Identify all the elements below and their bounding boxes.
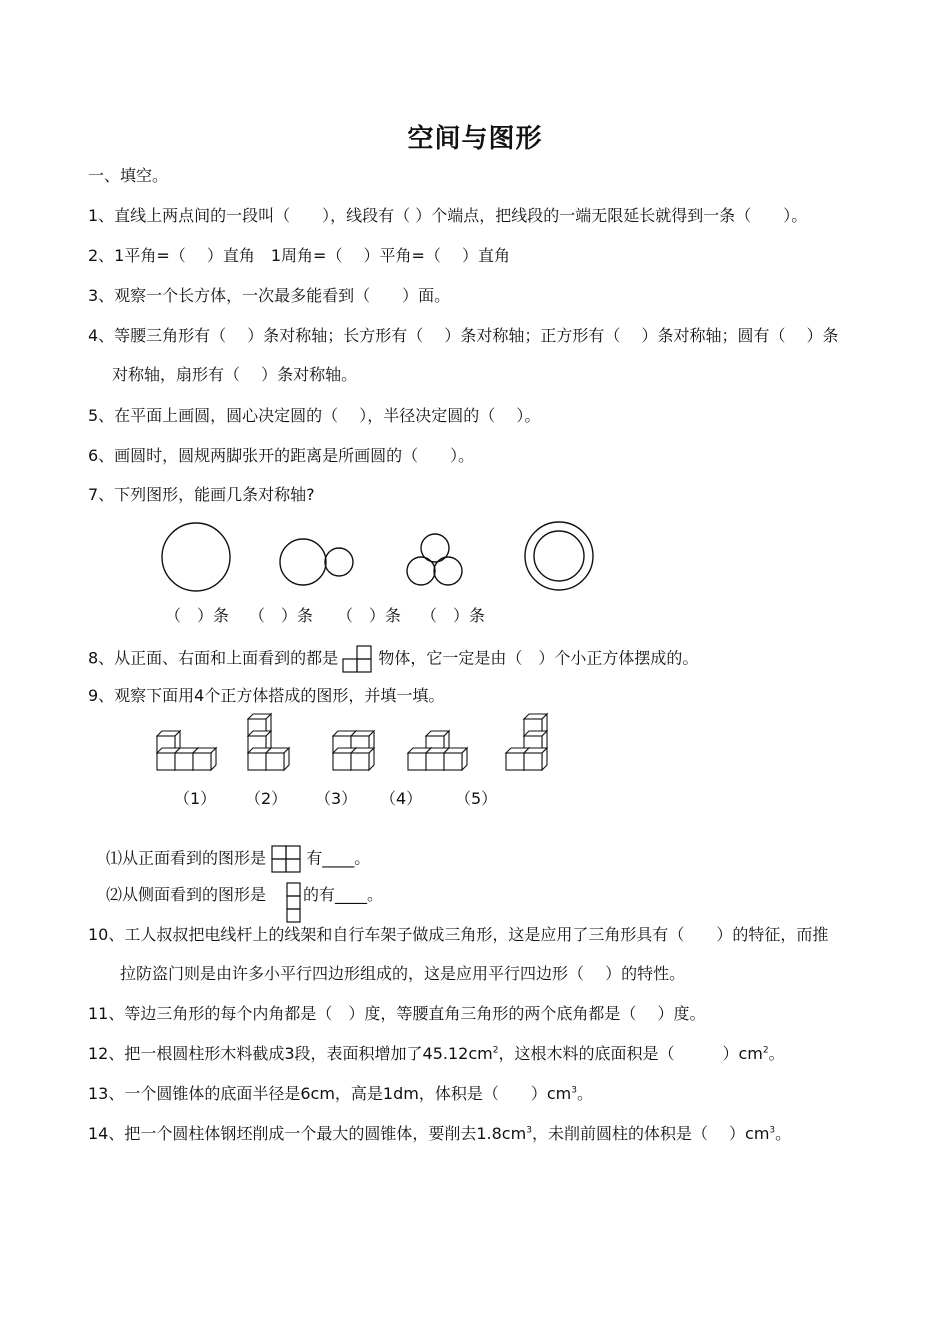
q8-text-after: 物体，它一定是由（ ）个小正方体摆成的。 — [378, 648, 699, 668]
q14-text-2: ，未削前圆柱的体积是（ ）cm — [531, 1124, 770, 1143]
q12-end: 。 — [768, 1044, 785, 1063]
q14-sup: 3 — [526, 1125, 532, 1136]
q13-sup: 3 — [571, 1085, 577, 1096]
q12-text: 12、把一根圆柱形木料截成3段，表面积增加了45.12cm — [88, 1044, 493, 1063]
cube-figure-5 — [506, 714, 547, 770]
q12-sup: 2 — [492, 1045, 499, 1056]
q9-sub-2-after: 的有____。 — [303, 885, 384, 904]
cube-figure-1 — [157, 731, 216, 770]
side-view-icon — [286, 882, 302, 926]
q7-answer-2: （ ）条 — [249, 606, 314, 625]
q12-sup-2: 2 — [762, 1045, 769, 1056]
q7-answer-3: （ ）条 — [337, 606, 402, 625]
q8-text-before: 8、从正面、右面和上面看到的都是 — [88, 648, 339, 668]
question-13 — [88, 1083, 593, 1105]
q14-text: 14、把一个圆柱体钢坯削成一个最大的圆锥体，要削去1.8cm — [88, 1124, 527, 1143]
q9-sub-2 — [106, 884, 266, 906]
question-10-line-1: 10、工人叔叔把电线杆上的线架和自行车架子做成三角形，这是应用了三角形具有（ ）的特征，而推 — [88, 925, 829, 944]
cube-figure-3 — [333, 731, 374, 770]
q13-text: 13、一个圆锥体的底面半径是6cm，高是1dm，体积是（ ）cm — [88, 1084, 572, 1103]
question-2: 2、1平角=（ ）直角 1周角=（ ）平角=（ ）直角 — [88, 246, 511, 265]
question-7: 7、下列图形，能画几条对称轴? — [88, 485, 315, 504]
page-title: 空间与图形 — [407, 124, 543, 154]
q7-answer-1: （ ）条 — [165, 606, 230, 625]
q9-label-2: （2） — [245, 789, 288, 808]
question-5: 5、在平面上画圆，圆心决定圆的（ ），半径决定圆的（ ）。 — [88, 406, 541, 425]
q9-label-4: （4） — [380, 789, 423, 808]
q14-sup-2: 3 — [769, 1125, 776, 1136]
question-4-line-1: 4、等腰三角形有（ ）条对称轴；长方形有（ ）条对称轴；正方形有（ ）条对称轴；圆有（ ）条 — [88, 326, 839, 345]
front-view-icon — [271, 845, 301, 873]
q14-end: 。 — [775, 1124, 792, 1143]
cube-figure-4 — [408, 731, 467, 770]
q9-sub-1-after: 有____。 — [306, 848, 371, 868]
section-heading: 一、填空。 — [88, 166, 169, 185]
q9-label-5: （5） — [455, 789, 498, 808]
q12-text-2: ，这根木料的底面积是（ ）cm — [498, 1044, 763, 1063]
question-3: 3、观察一个长方体，一次最多能看到（ ）面。 — [88, 286, 451, 305]
q9-sub-2-before: ⑵从侧面看到的图形是 — [106, 885, 267, 904]
q9-sub-1 — [106, 845, 370, 873]
question-9: 9、观察下面用4个正方体搭成的图形，并填一填。 — [88, 686, 445, 705]
cube-figure-2 — [248, 714, 289, 770]
question-12 — [88, 1043, 785, 1065]
question-1: 1、直线上两点间的一段叫（ ），线段有（ ）个端点，把线段的一端无限延长就得到一条（ ）。 — [88, 206, 808, 225]
question-14 — [88, 1123, 791, 1145]
q9-label-1: （1） — [174, 789, 217, 808]
question-4-line-2: 对称轴，扇形有（ ）条对称轴。 — [112, 365, 358, 384]
question-11: 11、等边三角形的每个内角都是（ ）度，等腰直角三角形的两个底角都是（ ）度。 — [88, 1004, 706, 1023]
q9-label-3: （3） — [315, 789, 358, 808]
q13-end: 。 — [576, 1084, 593, 1103]
q9-sub-1-before: ⑴从正面看到的图形是 — [106, 848, 267, 868]
question-10-line-2: 拉防盗门则是由许多小平行四边形组成的，这是应用平行四边形（ ）的特性。 — [120, 964, 686, 983]
question-6: 6、画圆时，圆规两脚张开的距离是所画圆的（ ）。 — [88, 446, 475, 465]
q7-answer-4: （ ）条 — [421, 606, 486, 625]
